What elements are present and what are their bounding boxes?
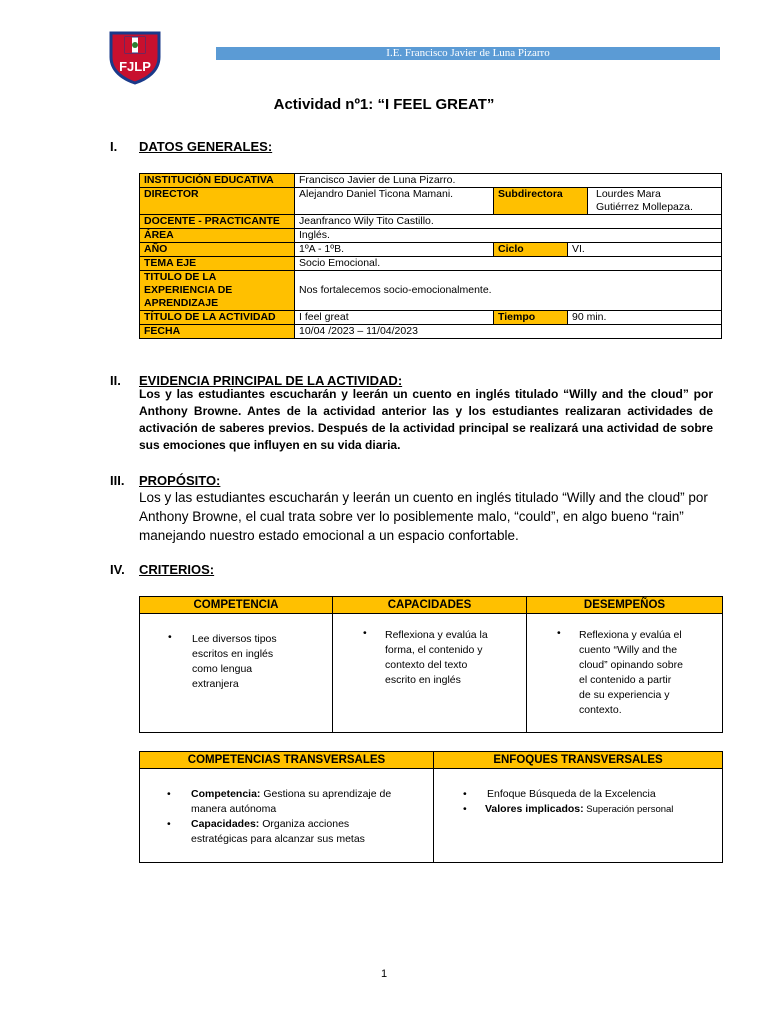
list-item: el contenido a partir	[579, 674, 672, 686]
tiempo-label: Tiempo	[494, 311, 568, 325]
list-item: escrito en inglés	[385, 674, 461, 686]
table-row	[140, 614, 723, 733]
list-item	[167, 787, 433, 817]
subdirectora-line-2: Gutiérrez Mollepaza.	[596, 201, 693, 213]
competencia-text-2: manera autónoma	[191, 803, 277, 815]
school-name: I.E. Francisco Javier de Luna Pizarro	[386, 47, 550, 59]
proposito-paragraph: Los y las estudiantes escucharán y leerán un cuento en inglés titulado “Willy and the cloud” por Anthony Browne, el cual trata sobre ver lo posiblemente malo, “could”, en algo bueno “rain” manejando nuestro estado emocional a un espacio confortable.	[139, 490, 708, 543]
bullet: •	[167, 788, 171, 800]
table-header-row	[140, 752, 723, 769]
header-capacidades: CAPACIDADES	[333, 597, 527, 614]
list-item: contexto.	[579, 704, 622, 716]
table-row	[140, 769, 723, 863]
list-item: Reflexiona y evalúa el	[579, 629, 682, 641]
list-item: escritos en inglés	[192, 648, 274, 660]
list-item: Reflexiona y evalúa la	[385, 629, 488, 641]
section-1-number: I.	[110, 139, 118, 154]
capacidades-text: Organiza acciones	[259, 818, 350, 830]
table-row	[140, 325, 722, 339]
fecha-value: 10/04 /2023 – 11/04/2023	[295, 325, 722, 339]
header-competencias-transversales: COMPETENCIAS TRANSVERSALES	[140, 752, 434, 769]
transversales-table	[139, 751, 723, 863]
section-3-number: III.	[110, 473, 125, 488]
subdirectora-value	[588, 188, 722, 215]
anio-label: AÑO	[140, 243, 295, 257]
list-item: cloud” opinando sobre	[579, 659, 683, 671]
datos-generales-table	[139, 173, 722, 339]
ciclo-label: Ciclo	[494, 243, 568, 257]
table-row	[140, 215, 722, 229]
docente-value: Jeanfranco Wily Tito Castillo.	[295, 215, 722, 229]
section-3-title: PROPÓSITO:	[139, 473, 221, 488]
tema-value: Socio Emocional.	[295, 257, 722, 271]
subdirectora-label: Subdirectora	[494, 188, 588, 215]
list-item: forma, el contenido y	[385, 644, 483, 656]
enfoques-transversales-cell	[434, 769, 723, 863]
titulo-exp-label-line-3: APRENDIZAJE	[144, 297, 219, 309]
capacidades-label: Capacidades:	[191, 818, 260, 830]
section-1-title: DATOS GENERALES:	[139, 139, 273, 154]
titulo-exp-label-line-2: EXPERIENCIA DE	[144, 284, 233, 296]
valores-label: Valores implicados:	[485, 803, 584, 815]
area-value: Inglés.	[295, 229, 722, 243]
director-value: Alejandro Daniel Ticona Mamani.	[295, 188, 494, 215]
bullet: •	[363, 627, 367, 639]
subdirectora-line-1: Lourdes Mara	[596, 188, 661, 200]
fecha-label: FECHA	[140, 325, 295, 339]
section-2-number: II.	[110, 373, 121, 388]
list-item	[463, 787, 722, 802]
ciclo-value: VI.	[568, 243, 722, 257]
header-competencia: COMPETENCIA	[140, 597, 333, 614]
list-item: como lengua	[192, 663, 253, 675]
table-row	[140, 229, 722, 243]
tiempo-value: 90 min.	[568, 311, 722, 325]
list-item: Lee diversos tipos	[192, 633, 277, 645]
bullet: •	[168, 631, 172, 643]
section-2-title: EVIDENCIA PRINCIPAL DE LA ACTIVIDAD:	[139, 373, 403, 388]
bullet: •	[167, 818, 171, 830]
titulo-experiencia-value: Nos fortalecemos socio-emocionalmente.	[295, 271, 722, 311]
table-row	[140, 188, 722, 215]
table-row	[140, 174, 722, 188]
valores-text: Superación personal	[583, 804, 674, 815]
tema-label: TEMA EJE	[140, 257, 295, 271]
list-item	[463, 802, 720, 817]
section-4-number: IV.	[110, 562, 125, 577]
competencia-label: Competencia:	[191, 788, 261, 800]
svg-text:FJLP: FJLP	[119, 59, 151, 74]
document-title: Actividad nº1: “I FEEL GREAT”	[273, 96, 495, 113]
section-4-title: CRITERIOS:	[139, 562, 215, 577]
header-desempenos: DESEMPEÑOS	[527, 597, 723, 614]
list-item: cuento “Willy and the	[579, 644, 678, 656]
list-item: contexto del texto	[385, 659, 468, 671]
list-item: de su experiencia y	[579, 689, 670, 701]
titulo-exp-label-line-1: TITULO DE LA	[144, 271, 217, 283]
bullet: •	[463, 803, 467, 815]
table-row	[140, 271, 722, 311]
bullet: •	[463, 788, 467, 800]
institucion-label: INSTITUCIÓN EDUCATIVA	[140, 174, 295, 188]
table-header-row	[140, 597, 723, 614]
criterios-table	[139, 596, 723, 733]
capacidades-text-2: estratégicas para alcanzar sus metas	[191, 833, 365, 845]
page-number: 1	[380, 968, 388, 980]
list-item	[167, 817, 433, 847]
anio-value: 1ºA - 1ºB.	[295, 243, 494, 257]
competencia-text: Gestiona su aprendizaje de	[260, 788, 392, 800]
director-label: DIRECTOR	[140, 188, 295, 215]
school-logo	[107, 29, 163, 85]
area-label: ÁREA	[140, 229, 295, 243]
titulo-experiencia-label	[140, 271, 295, 311]
list-item: extranjera	[192, 678, 239, 690]
bullet: •	[557, 627, 561, 639]
header-enfoques-transversales: ENFOQUES TRANSVERSALES	[434, 752, 723, 769]
desempenos-cell	[527, 614, 723, 733]
institucion-value: Francisco Javier de Luna Pizarro.	[295, 174, 722, 188]
titulo-actividad-label: TÍTULO DE LA ACTIVIDAD	[140, 311, 295, 325]
docente-label: DOCENTE - PRACTICANTE	[140, 215, 295, 229]
table-row	[140, 311, 722, 325]
competencias-transversales-cell	[140, 769, 434, 863]
capacidades-cell	[333, 614, 527, 733]
table-row	[140, 257, 722, 271]
table-row	[140, 243, 722, 257]
enfoque-text: Enfoque Búsqueda de la Excelencia	[487, 788, 656, 800]
header-bar	[216, 47, 720, 60]
competencia-cell	[140, 614, 333, 733]
titulo-actividad-value: I feel great	[295, 311, 494, 325]
evidencia-paragraph: Los y las estudiantes escucharán y leerán un cuento en inglés titulado “Willy and the cloud” por Anthony Browne. Antes de la actividad anterior las y los estudiantes realizaran actividades de activación de saberes previos. Después de la actividad principal se realizará una actividad de sobre sus emociones que influyen en su vida diaria.	[139, 387, 713, 452]
